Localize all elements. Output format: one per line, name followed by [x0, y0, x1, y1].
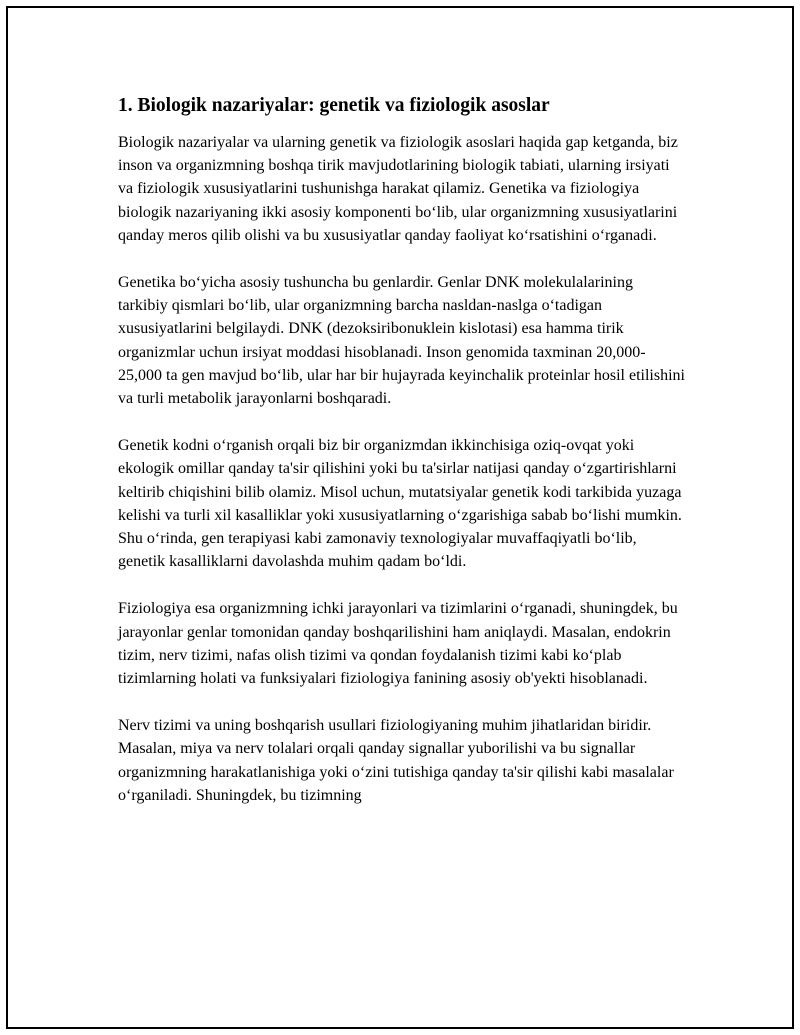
paragraph-4: Fiziologiya esa organizmning ichki jarayonlari va tizimlarini o‘rganadi, shuningdek, bu jarayonlar genlar tomonidan qanday boshqarilishini ham aniqlaydi. Masalan, endokrin tizim, nerv tizimi, nafas olish tizimi va qondan foydalanish tizimi kabi ko‘plab tizimlarning holati va funksiyalari fiziologiya fanining asosiy ob'yekti hisoblanadi.	[118, 600, 678, 688]
paragraph-5: Nerv tizimi va uning boshqarish usullari fiziologiyaning muhim jihatlaridan biridir. Masalan, miya va nerv tolalari orqali qanday signallar yuborilishi va bu signallar organizmning harakatlanishiga yoki o‘zini tutishiga qanday ta'sir qilishi kabi masalalar o‘rganiladi. Shuningdek, bu tizimning	[118, 717, 674, 804]
paragraph-3: Genetik kodni o‘rganish orqali biz bir organizmdan ikkinchisiga oziq-ovqat yoki ekologik omillar qanday ta'sir qilishini yoki bu ta'sirlar natijasi qanday o‘zgartirishlarni keltirib chiqishini bilib olamiz. Misol uchun, mutatsiyalar genetik kodi tarkibida yuzaga kelishi va turli xil kasalliklar yoki xususiyatlarning o‘zgarishiga sabab bo‘lishi mumkin. Shu o‘rinda, gen terapiyasi kabi zamonaviy texnologiyalar muvaffaqiyatli bo‘lib, genetik kasalliklarni davolashda muhim qadam bo‘ldi.	[118, 437, 682, 571]
section-heading: 1. Biologik nazariyalar: genetik va fiziologik asoslar	[118, 95, 550, 116]
paragraph-1: Biologik nazariyalar va ularning genetik va fiziologik asoslari haqida gap ketganda, biz inson va organizmning boshqa tirik mavjudotlarining biologik tabiati, ularning irsiyati va fiziologik xususiyatlarini tushunishga harakat qilamiz. Genetika va fiziologiya biologik nazariyaning ikki asosiy komponenti bo‘lib, ular organizmning xususiyatlarini qanday meros qilib olishi va bu xususiyatlar qanday faoliyat ko‘rsatishini o‘rganadi.	[118, 134, 678, 244]
document-body	[118, 93, 686, 831]
paragraph-2: Genetika bo‘yicha asosiy tushuncha bu genlardir. Genlar DNK molekulalarining tarkibiy qismlari bo‘lib, ular organizmning barcha nasldan-naslga o‘tadigan xususiyatlarini belgilaydi. DNK (dezoksiribonuklein kislotasi) esa hamma tirik organizmlar uchun irsiyat moddasi hisoblanadi. Inson genomida taxminan 20,000-25,000 ta gen mavjud bo‘lib, ular har bir hujayrada keyinchalik proteinlar hosil etilishini va turli metabolik jarayonlarni boshqaradi.	[118, 274, 685, 408]
